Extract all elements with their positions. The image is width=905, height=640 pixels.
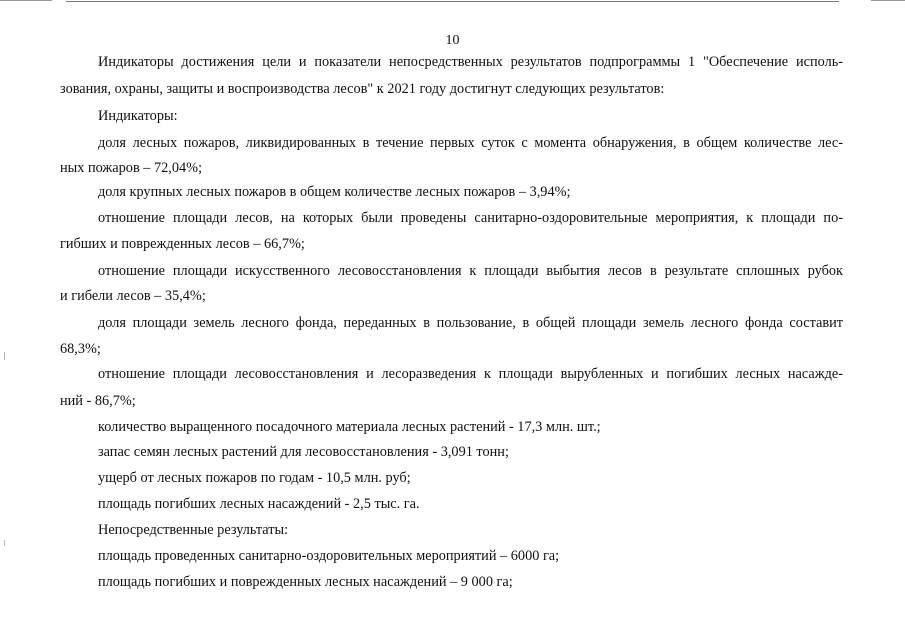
paragraph-line: Индикаторы достижения цели и показатели непосредственных результатов подпрограммы 1 "Обеспечение исполь- xyxy=(98,54,843,70)
paragraph-line: 68,3%; xyxy=(60,341,101,357)
paragraph-line: доля лесных пожаров, ликвидированных в течение первых суток с момента обнаружения, в общем количестве лес- xyxy=(98,135,843,151)
paragraph-line: зования, охраны, защиты и воспроизводства лесов" к 2021 году достигнут следующих результатов: xyxy=(60,81,665,97)
paragraph-line: гибших и поврежденных лесов – 66,7%; xyxy=(60,236,305,252)
left-corner-mark xyxy=(0,0,52,1)
paragraph-line: запас семян лесных растений для лесовосстановления - 3,091 тонн; xyxy=(98,444,509,460)
paragraph-line: ний - 86,7%; xyxy=(60,393,136,409)
paragraph-line: доля площади земель лесного фонда, переданных в пользование, в общей площади земель лесного фонда составит xyxy=(98,315,843,331)
top-border-line xyxy=(66,1,839,2)
paragraph-line: площадь погибших лесных насаждений - 2,5 тыс. га. xyxy=(98,496,420,512)
paragraph-line: и гибели лесов – 35,4%; xyxy=(60,288,206,304)
section-heading: Непосредственные результаты: xyxy=(98,522,289,538)
paragraph-line: отношение площади искусственного лесовосстановления к площади выбытия лесов в результате сплошных рубок xyxy=(98,263,843,279)
paragraph-line: площадь проведенных санитарно-оздоровительных мероприятий – 6000 га; xyxy=(98,548,560,564)
paragraph-line: доля крупных лесных пожаров в общем количестве лесных пожаров – 3,94%; xyxy=(98,184,571,200)
paragraph-line: ных пожаров – 72,04%; xyxy=(60,160,203,176)
paragraph-line: отношение площади лесовосстановления и лесоразведения к площади вырубленных и погибших лесных насажде- xyxy=(98,366,843,382)
section-heading: Индикаторы: xyxy=(98,108,178,124)
left-edge-tick xyxy=(4,352,5,360)
paragraph-line: отношение площади лесов, на которых были проведены санитарно-оздоровительные мероприятия, к площади по- xyxy=(98,210,843,226)
paragraph-line: ущерб от лесных пожаров по годам - 10,5 млн. руб; xyxy=(98,470,411,486)
left-edge-tick xyxy=(4,540,5,546)
paragraph-line: количество выращенного посадочного материала лесных растений - 17,3 млн. шт.; xyxy=(98,419,601,435)
paragraph-line: площадь погибших и поврежденных лесных насаждений – 9 000 га; xyxy=(98,574,513,590)
right-corner-mark xyxy=(871,0,905,1)
page-number: 10 xyxy=(445,33,460,48)
